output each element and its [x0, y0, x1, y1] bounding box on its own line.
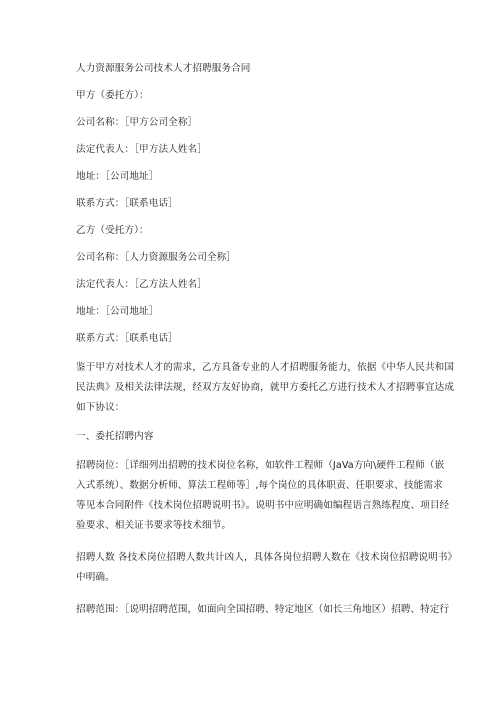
- preamble-line: 鉴于甲方对技术人才的需求，乙方具备专业的人才招聘服务能力，依据《中华人民共和国: [76, 362, 455, 373]
- party-a-contact: 联系方式：［联系电话］: [76, 198, 178, 209]
- scope-line: 招聘范围：［说明招聘范围，如面向全国招聘、特定地区（如长三角地区）招聘、特定行: [76, 604, 450, 615]
- positions-line: 验要求、相关证书要求等技术细节。: [76, 520, 232, 531]
- preamble-line: 民法典》及相关法律法规，经双方友好协商，就甲方委托乙方进行技术人才招聘事宜达成: [76, 382, 455, 393]
- party-a-heading: 甲方（委托方）：: [76, 90, 149, 101]
- scope-paragraph: [76, 600, 450, 620]
- contract-body: [76, 62, 458, 620]
- positions-line: 等见本合同附件《技术岗位招聘说明书》。说明书中应明确如编程语言熟练程度、项目经: [76, 500, 450, 511]
- preamble-line: 如下协议：: [76, 402, 125, 413]
- party-a-legal-rep: 法定代表人：［甲方法人姓名］: [76, 144, 207, 155]
- count-paragraph: [76, 548, 458, 588]
- party-b-legal-rep: 法定代表人：［乙方法人姓名］: [76, 279, 207, 290]
- count-line: 招聘人数 各技术岗位招聘人数共计凶人，具体各岗位招聘人数在《技术岗位招聘说明书》: [76, 552, 458, 563]
- party-a-address: 地址：［公司地址］: [76, 171, 159, 182]
- party-b-address: 地址：［公司地址］: [76, 306, 159, 317]
- party-b-contact: 联系方式：［联系电话］: [76, 333, 178, 344]
- count-line: 中明确。: [76, 572, 115, 583]
- positions-line: 入式系统）、数据分析师、算法工程师等］,每个岗位的具体职责、任职要求、技能需求: [76, 480, 443, 491]
- contract-title: 人力资源服务公司技术人才招聘服务合同: [76, 63, 251, 74]
- preamble-paragraph: [76, 358, 455, 418]
- section-1-heading: 一、委托招聘内容: [76, 431, 154, 442]
- positions-paragraph: [76, 456, 450, 536]
- party-a-company-name: 公司名称：［甲方公司全称］: [76, 117, 198, 128]
- party-b-heading: 乙方（受托方）：: [76, 225, 149, 236]
- party-b-company-name: 公司名称：［人力资源服务公司全称］: [76, 252, 236, 263]
- positions-line: 招聘岗位：［详细列出招聘的技术岗位名称，如软件工程师（JaVa方向\硬件工程师（嵌: [76, 460, 445, 471]
